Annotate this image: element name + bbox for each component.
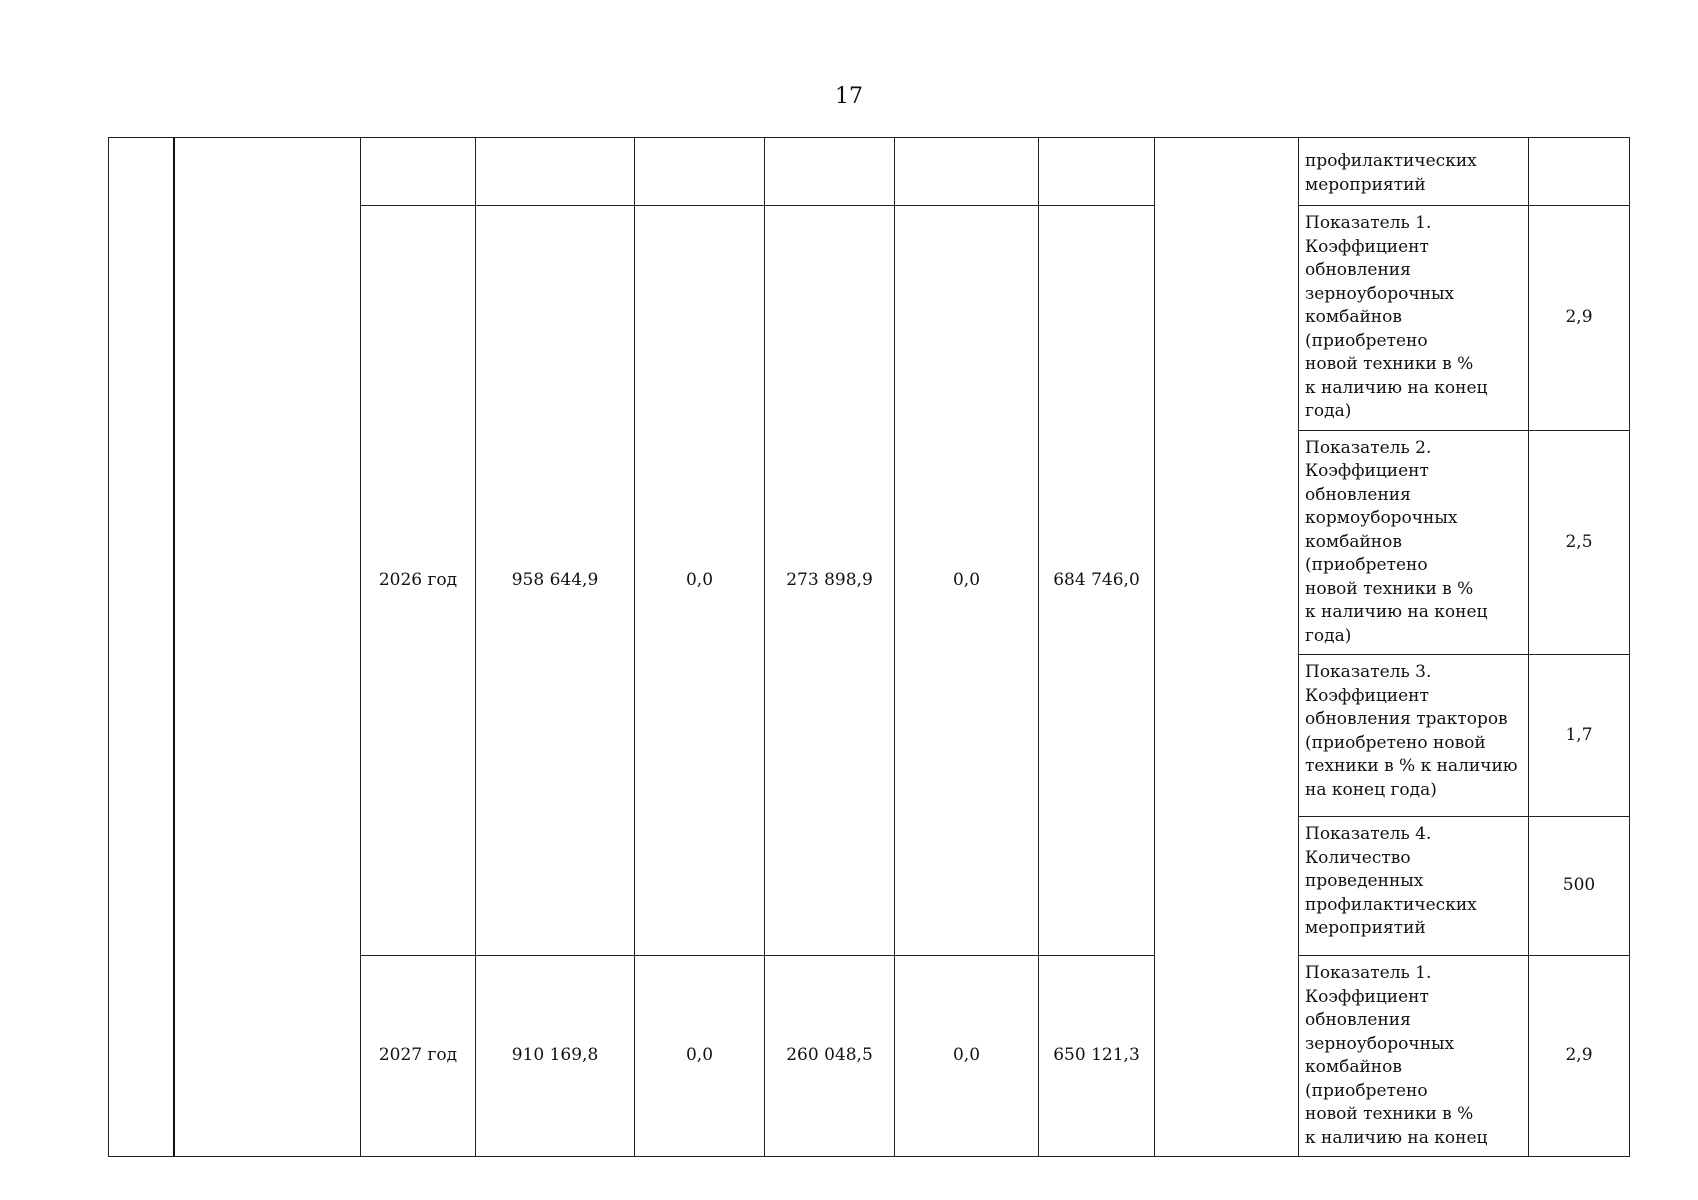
indicator-value-cell: [1529, 430, 1630, 655]
year-label: 2026 год: [378, 569, 458, 590]
indicator-value: 500: [1562, 875, 1596, 896]
funding-value: 0,0: [952, 569, 981, 590]
indicator-text-cell: [1299, 206, 1529, 431]
funding-value: 684 746,0: [1053, 569, 1140, 590]
total-cell: [476, 138, 635, 206]
indicator-text: Показатель 1. Коэффициент обновления зерноуборочных комбайнов (приобретено новой техники в % к наличию на конец года): [1305, 213, 1488, 421]
funding-cell: [765, 138, 895, 206]
funding-cell: [635, 956, 765, 1157]
page-number: 17: [835, 84, 863, 109]
program-table: [108, 137, 1630, 1157]
indicator-text-cell: [1299, 138, 1529, 206]
indicator-value: 2,9: [1565, 1045, 1593, 1066]
funding-cell: [765, 956, 895, 1157]
indicator-text: Показатель 3. Коэффициент обновления тракторов (приобретено новой техники в % к наличию на конец года): [1305, 662, 1518, 800]
funding-value: 0,0: [685, 569, 714, 590]
indicator-value: 2,5: [1565, 531, 1593, 552]
indicator-value-cell: [1529, 655, 1630, 817]
indicator-text: профилактических мероприятий: [1305, 151, 1477, 195]
indicator-value-cell: [1529, 206, 1630, 431]
executor-cell: [1155, 138, 1299, 1157]
funding-cell: [895, 206, 1039, 956]
indicator-value: 1,7: [1565, 724, 1593, 745]
funding-value: 273 898,9: [786, 569, 873, 590]
total-value: 910 169,8: [511, 1045, 599, 1066]
indicator-value-cell: [1529, 817, 1630, 956]
year-cell: [361, 956, 476, 1157]
funding-cell: [635, 206, 765, 956]
funding-cell: [635, 138, 765, 206]
indicator-value: 2,9: [1565, 307, 1593, 327]
funding-cell: [895, 138, 1039, 206]
indicator-text: Показатель 1. Коэффициент обновления зерноуборочных комбайнов (приобретено новой техники в % к наличию на конец: [1305, 963, 1488, 1148]
year-cell: [361, 206, 476, 956]
year-label: 2027 год: [378, 1045, 458, 1066]
funding-cell: [765, 206, 895, 956]
number-cell: [109, 138, 174, 1157]
table-row: [109, 138, 1630, 206]
indicator-text-cell: [1299, 655, 1529, 817]
year-cell: [361, 138, 476, 206]
indicator-text: Показатель 4. Количество проведенных профилактических мероприятий: [1305, 824, 1477, 938]
indicator-value-cell: [1529, 138, 1630, 206]
indicator-text-cell: [1299, 956, 1529, 1157]
total-cell: [476, 956, 635, 1157]
funding-cell: [1039, 956, 1155, 1157]
funding-cell: [895, 956, 1039, 1157]
funding-cell: [1039, 138, 1155, 206]
funding-value: 0,0: [952, 1045, 981, 1066]
total-cell: [476, 206, 635, 956]
indicator-text-cell: [1299, 430, 1529, 655]
indicator-text-cell: [1299, 817, 1529, 956]
indicator-text: Показатель 2. Коэффициент обновления кормоуборочных комбайнов (приобретено новой техники в % к наличию на конец года): [1305, 437, 1488, 646]
indicator-value-cell: [1529, 956, 1630, 1157]
total-value: 958 644,9: [511, 569, 599, 590]
measure-name-cell: [174, 138, 361, 1157]
funding-value: 260 048,5: [786, 1045, 873, 1066]
funding-cell: [1039, 206, 1155, 956]
funding-value: 0,0: [685, 1045, 714, 1066]
funding-value: 650 121,3: [1053, 1045, 1140, 1066]
